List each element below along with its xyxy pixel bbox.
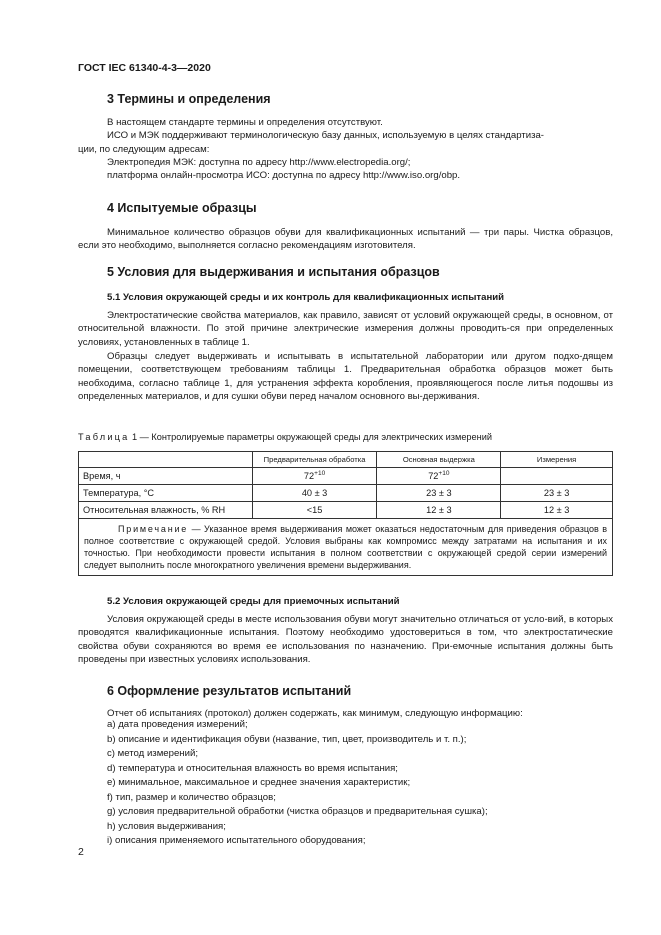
table-header-cell: Основная выдержка: [377, 452, 501, 468]
page-number: 2: [78, 846, 84, 858]
section-6-intro: Отчет об испытаниях (протокол) должен содержать, как минимум, следующую информацию:: [107, 708, 523, 719]
report-items-list: [107, 718, 488, 849]
table-value-cell: 23 ± 3: [501, 485, 613, 502]
table-header-cell: Предварительная обработка: [252, 452, 377, 468]
table-value-cell: 23 ± 3: [377, 485, 501, 502]
table-value-cell: [377, 468, 501, 485]
table-param-cell: Температура, °С: [79, 485, 253, 502]
table-value-cell: 12 ± 3: [501, 502, 613, 519]
table-value-cell: <15: [252, 502, 377, 519]
environment-table: [78, 451, 613, 576]
list-item: c) метод измерений;: [107, 748, 198, 759]
table-note: [79, 519, 613, 576]
section-3-line: платформа онлайн-просмотра ИСО: доступна по адресу http://www.iso.org/obp.: [107, 170, 461, 182]
table-caption-text: 1 — Контролируемые параметры окружающей среды для электрических измерений: [129, 432, 492, 442]
value-superscript: +10: [438, 470, 450, 477]
table-header-cell: Измерения: [501, 452, 613, 468]
section-3-line: В настоящем стандарте термины и определения отсутствуют.: [107, 117, 383, 128]
list-item: g) условия предварительной обработки (чистка образцов и предварительная сушка);: [107, 806, 488, 817]
subsection-5-1-paragraph-2: Образцы следует выдерживать и испытывать в испытательной лаборатории или другом подхо-дящем помещении, соответствующем требованиям таблицы 1. Предварительная обработка образцов может быть необходима, согласно таблице 1, для устранения эффекта коробления, проявляющегося после литья подошвы из определенных материалов, и для сушки обуви перед началом основного вы-держивания.: [78, 351, 613, 402]
list-item: e) минимальное, максимальное и среднее значения характеристик;: [107, 777, 411, 788]
section-5-title: 5 Условия для выдерживания и испытания образцов: [107, 265, 440, 279]
table-row: [79, 468, 613, 485]
table-header-cell: [79, 452, 253, 468]
table-note-text: — Указанное время выдерживания может оказаться недостаточным для приведения образцов в полное соответствие с окружающей средой. Условия выбраны как компромисс между затратами на испытания и их точностью. При необходимости провести испытания в полном соответствии с окружающей средой серии измерений следует выполнить после многократного увеличения времени выдерживания.: [84, 524, 607, 571]
table-row: [79, 485, 613, 502]
table-note-label: Примечание: [118, 524, 189, 534]
table-header-row: [79, 452, 613, 468]
table-value-cell: 12 ± 3: [377, 502, 501, 519]
section-4-paragraph: Минимальное количество образцов обуви для квалификационных испытаний — три пары. Чистка образцов, если это необходимо, выполняется согласно рекомендациям изготовителя.: [78, 227, 613, 252]
section-3-line: ИСО и МЭК поддерживают терминологическую базу данных, используемую в целях стандартиза-: [107, 130, 545, 142]
subsection-5-2-title: 5.2 Условия окружающей среды для приемочных испытаний: [107, 596, 400, 607]
list-item: b) описание и идентификация обуви (название, тип, цвет, производитель и т. п.);: [107, 733, 467, 745]
subsection-5-1-paragraph-1: Электростатические свойства материалов, как правило, зависят от условий окружающей среды, в основном, от относительной влажности. По этой причине электрические измерения должны проводить-ся при определенных условиях, установленных в таблице 1.: [78, 310, 613, 348]
table-note-row: [79, 519, 613, 576]
section-3-body: [78, 116, 613, 182]
section-3-line: ции, по следующим адресам:: [78, 143, 210, 155]
table-value-cell: 40 ± 3: [252, 485, 377, 502]
list-item: f) тип, размер и количество образцов;: [107, 791, 276, 803]
table-value-cell: [252, 468, 377, 485]
table-caption: [78, 432, 492, 442]
section-3-title: 3 Термины и определения: [107, 92, 271, 106]
value-superscript: +10: [314, 470, 326, 477]
document-header: ГОСТ IEC 61340-4-3—2020: [78, 62, 211, 74]
subsection-5-1-title: 5.1 Условия окружающей среды и их контроль для квалификационных испытаний: [107, 292, 505, 303]
section-6-title: 6 Оформление результатов испытаний: [107, 684, 352, 698]
value-base: 72: [428, 471, 439, 481]
table-caption-label: Таблица: [78, 432, 130, 442]
table-row: [79, 502, 613, 519]
section-4-title: 4 Испытуемые образцы: [107, 201, 257, 215]
list-item: h) условия выдерживания;: [107, 820, 226, 832]
section-3-line: Электропедия МЭК: доступна по адресу http://www.electropedia.org/;: [107, 156, 411, 168]
table-param-cell: Время, ч: [79, 468, 253, 485]
list-item: i) описания применяемого испытательного оборудования;: [107, 835, 366, 846]
table-value-cell: [501, 468, 613, 485]
table-param-cell: Относительная влажность, % RH: [79, 502, 253, 519]
value-base: 72: [303, 471, 315, 481]
list-item: d) температура и относительная влажность во время испытания;: [107, 762, 398, 774]
list-item: a) дата проведения измерений;: [107, 719, 248, 730]
subsection-5-2-paragraph: Условия окружающей среды в месте использования обуви могут значительно отличаться от усло-вий, в которых проводятся квалификационные испытания. Поэтому необходимо удостовериться в том, что электростатические свойства обуви сохраняются во время ее использования по назначению. При-емочные испытания должны быть проведены при известных условиях использования.: [78, 614, 613, 665]
